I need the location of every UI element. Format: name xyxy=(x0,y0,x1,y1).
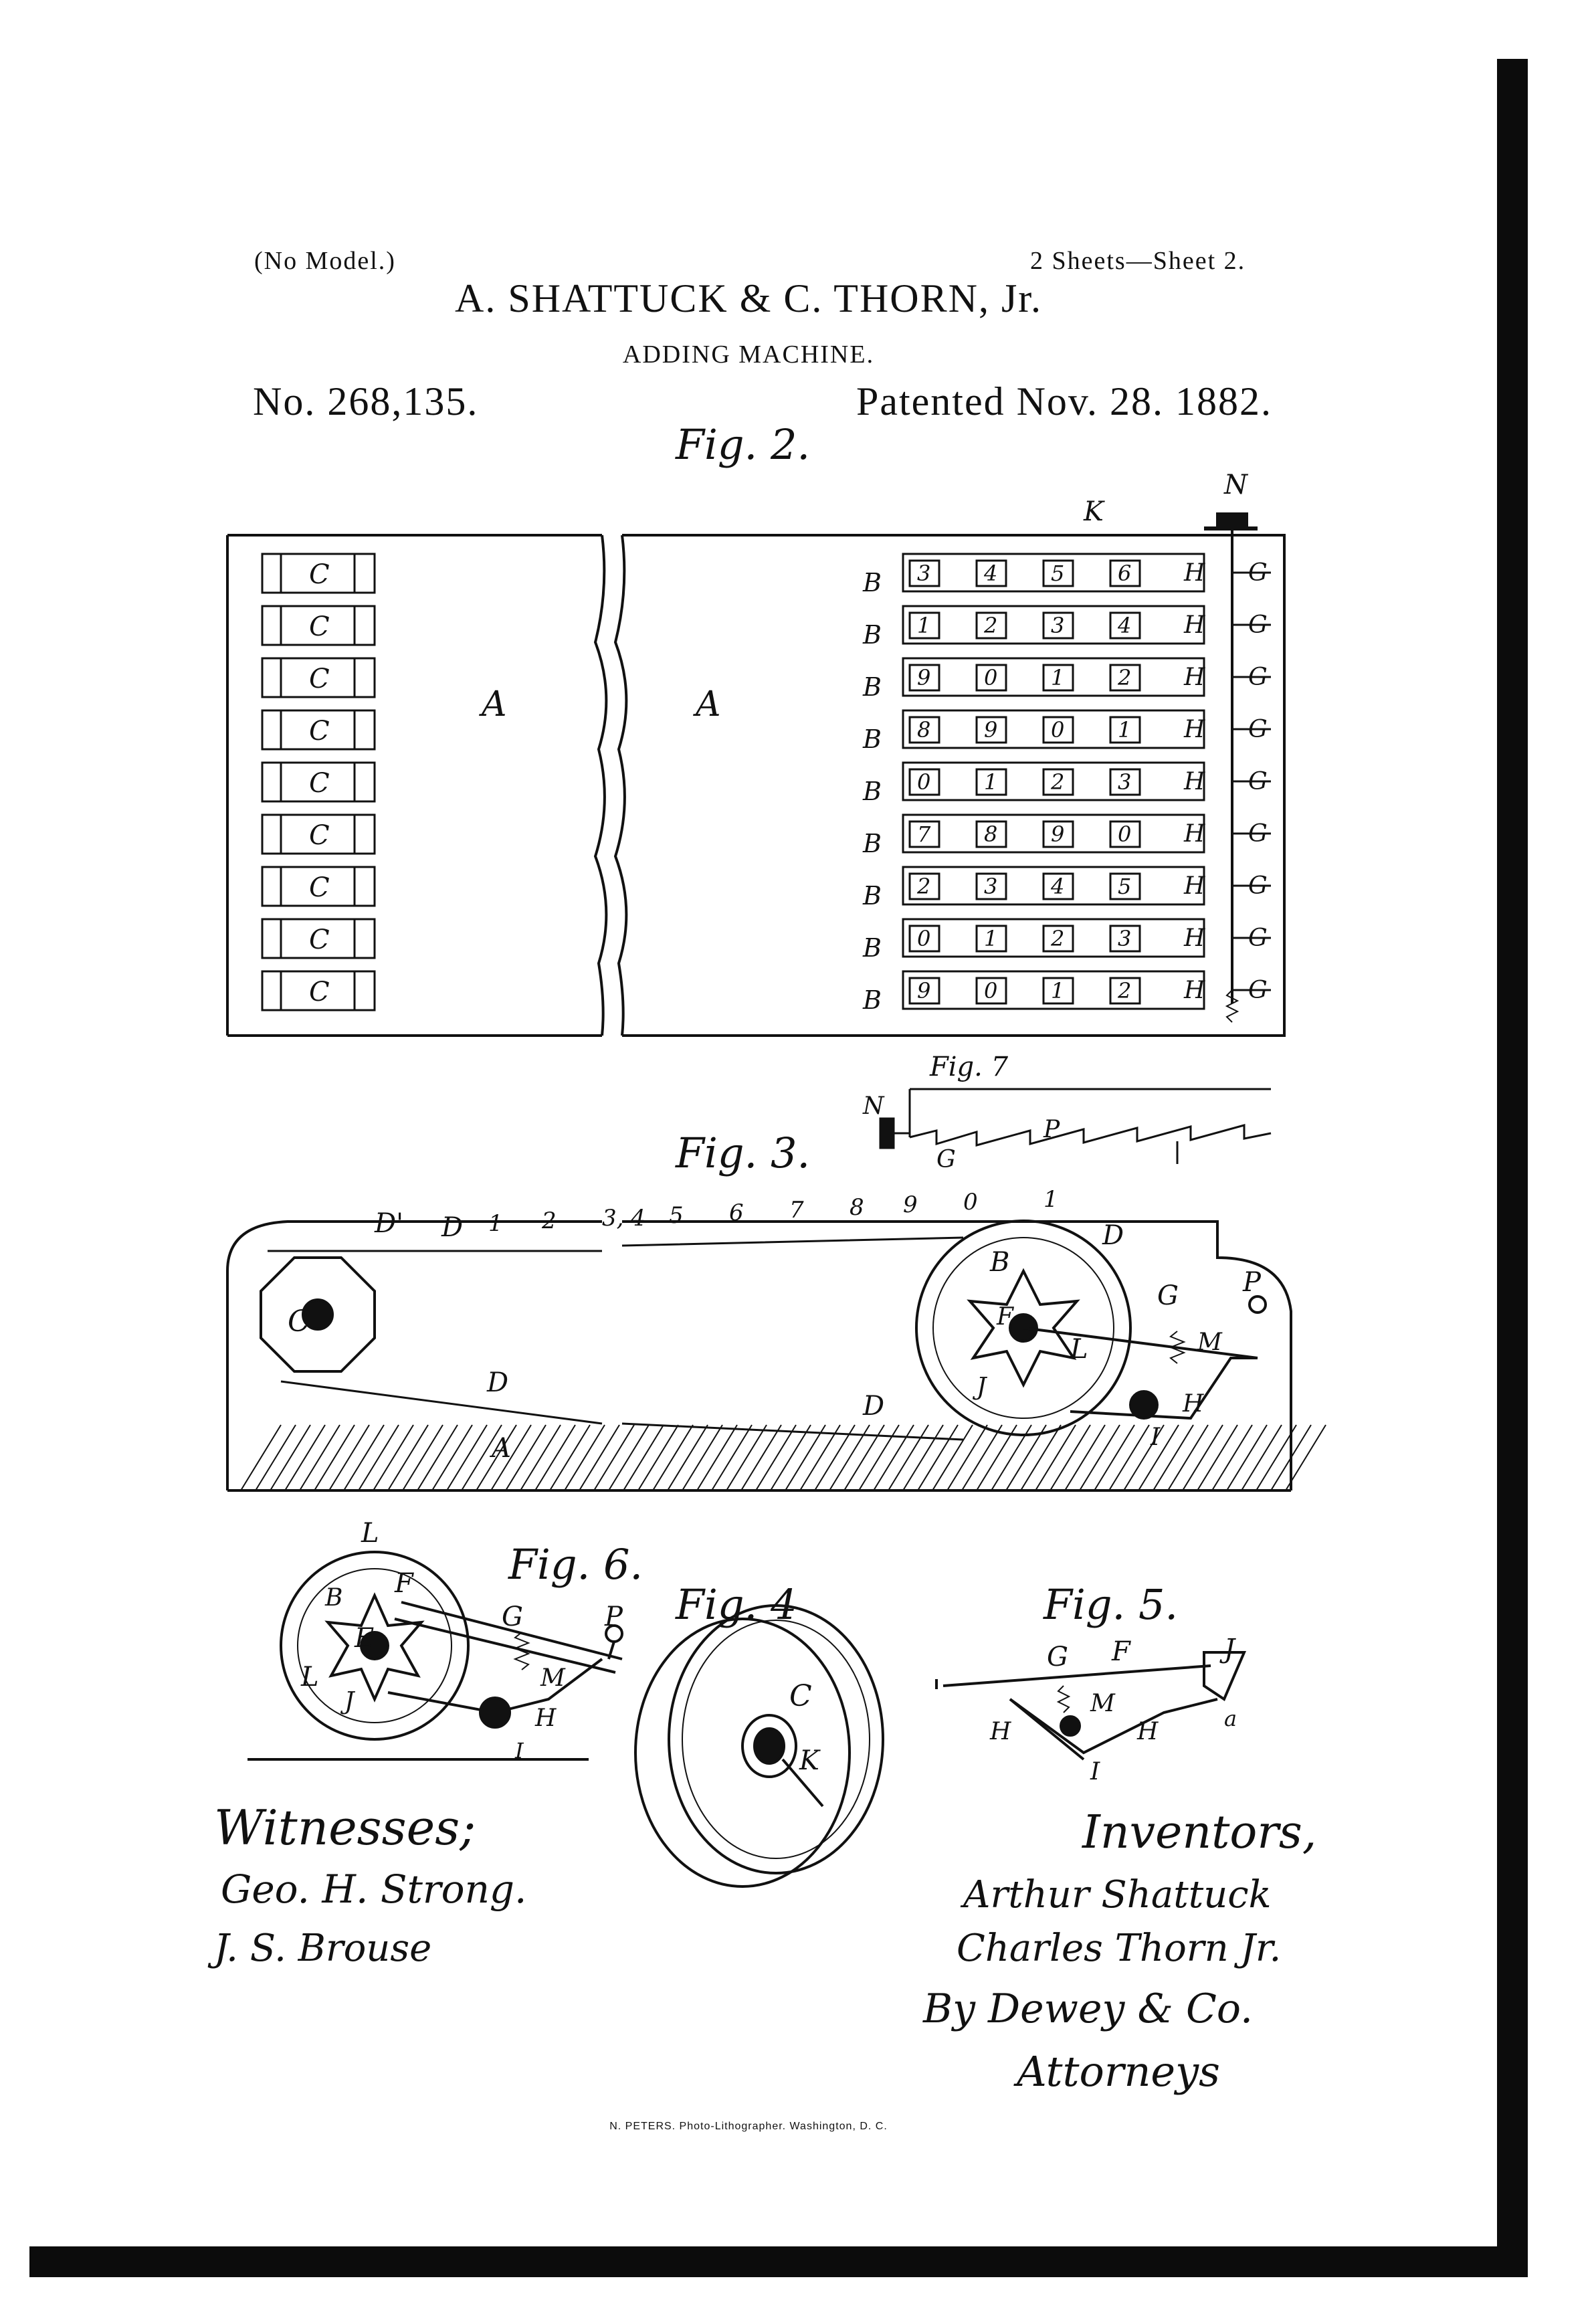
svg-text:F: F xyxy=(395,1568,413,1599)
witness-signature-1: Geo. H. Strong. xyxy=(221,1866,527,1912)
fig2-number: 6 xyxy=(1118,561,1132,586)
svg-text:H: H xyxy=(990,1718,1011,1745)
fig2-drum-label: C xyxy=(309,872,330,903)
fig2-number: 3 xyxy=(917,561,931,586)
fig2-row-letter: G xyxy=(1248,977,1268,1004)
fig2-row-letter: H xyxy=(1184,977,1205,1004)
fig2-number: 0 xyxy=(917,926,931,951)
no-model-note: (No Model.) xyxy=(254,247,396,275)
svg-text:J: J xyxy=(1224,1634,1235,1664)
fig2-drum-label: C xyxy=(309,925,330,955)
svg-text:F: F xyxy=(997,1303,1013,1331)
fig2-row-letter: B xyxy=(863,933,882,963)
fig2-number: 9 xyxy=(917,665,931,690)
svg-text:E: E xyxy=(355,1623,375,1654)
fig2-number: 3 xyxy=(984,874,998,899)
fig3-scale-number: 0 xyxy=(963,1189,978,1216)
fig2-number: 1 xyxy=(984,769,998,795)
svg-text:G: G xyxy=(1157,1280,1179,1311)
fig5-label: Fig. 5. xyxy=(1043,1580,1179,1629)
fig2-row-letter: B xyxy=(863,829,882,858)
svg-text:N: N xyxy=(1224,470,1248,500)
fig4-drawing xyxy=(635,1606,883,1886)
fig3-scale-number: 6 xyxy=(729,1199,744,1226)
fig2-number: 2 xyxy=(1051,769,1065,795)
fig2-row-letter: G xyxy=(1248,768,1268,795)
fig2-number: 2 xyxy=(1118,665,1132,690)
fig2-number: 9 xyxy=(984,717,998,743)
svg-text:K: K xyxy=(1084,496,1104,527)
fig3-scale-number: 2 xyxy=(542,1207,557,1234)
fig2-number: 4 xyxy=(984,561,998,586)
fig2-number: 1 xyxy=(1051,665,1065,690)
fig2-number: 0 xyxy=(1051,717,1065,743)
fig2-number: 8 xyxy=(917,717,931,743)
svg-text:P: P xyxy=(605,1602,623,1632)
svg-text:D': D' xyxy=(375,1208,404,1239)
fig2-row-letter: B xyxy=(863,985,882,1015)
fig2-number: 7 xyxy=(917,821,931,847)
svg-text:a: a xyxy=(1224,1706,1237,1731)
fig2-row-letter: H xyxy=(1184,820,1205,848)
fig2-row-letter: B xyxy=(863,672,882,702)
fig2-number: 2 xyxy=(984,613,998,638)
svg-text:D: D xyxy=(1102,1220,1124,1251)
inventor-signature-1: Arthur Shattuck xyxy=(963,1873,1272,1917)
fig2-number: 2 xyxy=(917,874,931,899)
fig2-drum-label: C xyxy=(309,820,330,851)
svg-text:L: L xyxy=(301,1662,319,1692)
fig2-number: 4 xyxy=(1118,613,1132,638)
svg-text:D: D xyxy=(863,1391,885,1422)
svg-text:I: I xyxy=(1090,1758,1100,1785)
lithographer-credit: N. PETERS. Photo-Lithographer. Washington, D. C. xyxy=(609,2121,888,2132)
svg-text:H: H xyxy=(1183,1390,1204,1418)
svg-text:A: A xyxy=(696,684,721,724)
svg-text:I: I xyxy=(1151,1424,1161,1451)
fig2-row-letter: B xyxy=(863,568,882,597)
fig2-number: 0 xyxy=(1118,821,1132,847)
fig2-number: 2 xyxy=(1051,926,1065,951)
svg-text:I: I xyxy=(515,1738,524,1763)
svg-text:B: B xyxy=(325,1584,343,1612)
fig4-label: Fig. 4 xyxy=(676,1580,797,1629)
fig2-row-letter: G xyxy=(1248,925,1268,952)
fig2-row-letter: G xyxy=(1248,716,1268,743)
fig2-number: 3 xyxy=(1118,769,1132,795)
svg-text:G: G xyxy=(502,1602,523,1632)
svg-text:K: K xyxy=(799,1745,819,1776)
fig2-label: Fig. 2. xyxy=(676,420,811,469)
fig2-number: 3 xyxy=(1051,613,1065,638)
svg-text:A: A xyxy=(492,1433,511,1464)
fig3-scale-number: 1 xyxy=(488,1210,503,1237)
inventors-heading-signature: Inventors, xyxy=(1082,1806,1317,1859)
fig3-scale-number: 9 xyxy=(903,1191,918,1218)
fig2-row-letter: H xyxy=(1184,559,1205,587)
fig2-number: 9 xyxy=(917,978,931,1003)
svg-text:C: C xyxy=(288,1304,310,1339)
patent-date: Patented Nov. 28. 1882. xyxy=(856,379,1273,423)
patent-number: No. 268,135. xyxy=(253,379,479,423)
fig2-drum-label: C xyxy=(309,664,330,694)
svg-text:L: L xyxy=(361,1518,379,1549)
fig2-row-letter: H xyxy=(1184,611,1205,639)
fig2-row-letter: G xyxy=(1248,664,1268,691)
fig2-row-letter: B xyxy=(863,620,882,650)
svg-text:B: B xyxy=(990,1247,1010,1278)
svg-text:M: M xyxy=(540,1664,565,1692)
witnesses-heading: Witnesses; xyxy=(214,1800,476,1856)
inventors-heading: A. SHATTUCK & C. THORN, Jr. xyxy=(455,276,1042,320)
svg-text:F: F xyxy=(1112,1636,1130,1667)
fig2-number: 2 xyxy=(1118,978,1132,1003)
fig2-number: 0 xyxy=(984,665,998,690)
witness-signature-2: J. S. Brouse xyxy=(214,1927,432,1970)
fig2-number: 1 xyxy=(1051,978,1065,1003)
fig2-drum-label: C xyxy=(309,611,330,642)
fig2-number: 0 xyxy=(984,978,998,1003)
fig2-number: 5 xyxy=(1118,874,1132,899)
svg-text:M: M xyxy=(1197,1329,1222,1356)
fig2-row-letter: B xyxy=(863,777,882,806)
fig3-label: Fig. 3. xyxy=(676,1129,811,1177)
svg-text:G: G xyxy=(936,1146,956,1173)
fig2-row-letter: G xyxy=(1248,611,1268,639)
fig2-row-letter: H xyxy=(1184,872,1205,900)
fig2-number: 5 xyxy=(1051,561,1065,586)
fig2-row-letter: H xyxy=(1184,716,1205,743)
fig2-drawing xyxy=(227,514,1284,1036)
fig2-drum-label: C xyxy=(309,768,330,799)
fig2-number: 8 xyxy=(984,821,998,847)
fig2-number: 0 xyxy=(917,769,931,795)
svg-text:H: H xyxy=(1137,1718,1159,1745)
fig6-label: Fig. 6. xyxy=(508,1540,643,1589)
fig3-scale-number: 7 xyxy=(789,1197,804,1224)
fig2-number: 1 xyxy=(1118,717,1132,743)
svg-text:D: D xyxy=(441,1212,464,1243)
fig2-row-letter: G xyxy=(1248,872,1268,900)
fig2-row-letter: G xyxy=(1248,820,1268,848)
svg-text:P: P xyxy=(1243,1267,1261,1298)
fig3-drawing xyxy=(227,1221,1326,1490)
fig2-drum-label: C xyxy=(309,977,330,1007)
fig3-scale-number: 1 xyxy=(1043,1186,1058,1213)
attorney-signature: By Dewey & Co. xyxy=(923,1986,1254,2032)
fig2-row-letter: H xyxy=(1184,768,1205,795)
svg-text:J: J xyxy=(344,1688,355,1715)
svg-text:A: A xyxy=(482,684,507,724)
fig7-label: Fig. 7 xyxy=(930,1052,1009,1082)
attorneys-label: Attorneys xyxy=(1017,2047,1220,2096)
svg-text:C: C xyxy=(789,1679,812,1713)
svg-text:J: J xyxy=(977,1373,987,1401)
svg-text:M: M xyxy=(1090,1690,1115,1717)
svg-text:N: N xyxy=(863,1092,884,1120)
fig2-number: 4 xyxy=(1051,874,1065,899)
fig2-row-letter: B xyxy=(863,724,882,754)
fig3-scale-number: 5 xyxy=(669,1202,684,1229)
fig2-row-letter: G xyxy=(1248,559,1268,587)
sheet-count: 2 Sheets—Sheet 2. xyxy=(1030,247,1246,275)
fig3-scale-number: 8 xyxy=(850,1194,864,1221)
fig2-number: 3 xyxy=(1118,926,1132,951)
fig2-row-letter: H xyxy=(1184,664,1205,691)
inventor-signature-2: Charles Thorn Jr. xyxy=(957,1927,1282,1970)
invention-title: ADDING MACHINE. xyxy=(622,341,875,369)
fig2-row-letter: B xyxy=(863,881,882,910)
fig2-number: 9 xyxy=(1051,821,1065,847)
fig2-drum-label: C xyxy=(309,559,330,590)
fig2-row-letter: H xyxy=(1184,925,1205,952)
svg-text:H: H xyxy=(535,1705,557,1732)
svg-text:L: L xyxy=(1070,1334,1088,1365)
fig3-scale-number: 3, 4 xyxy=(602,1205,645,1232)
svg-text:P: P xyxy=(1043,1116,1060,1143)
svg-text:D: D xyxy=(487,1367,509,1398)
fig2-number: 1 xyxy=(917,613,931,638)
svg-text:G: G xyxy=(1047,1642,1068,1672)
fig2-number: 1 xyxy=(984,926,998,951)
fig2-drum-label: C xyxy=(309,716,330,747)
